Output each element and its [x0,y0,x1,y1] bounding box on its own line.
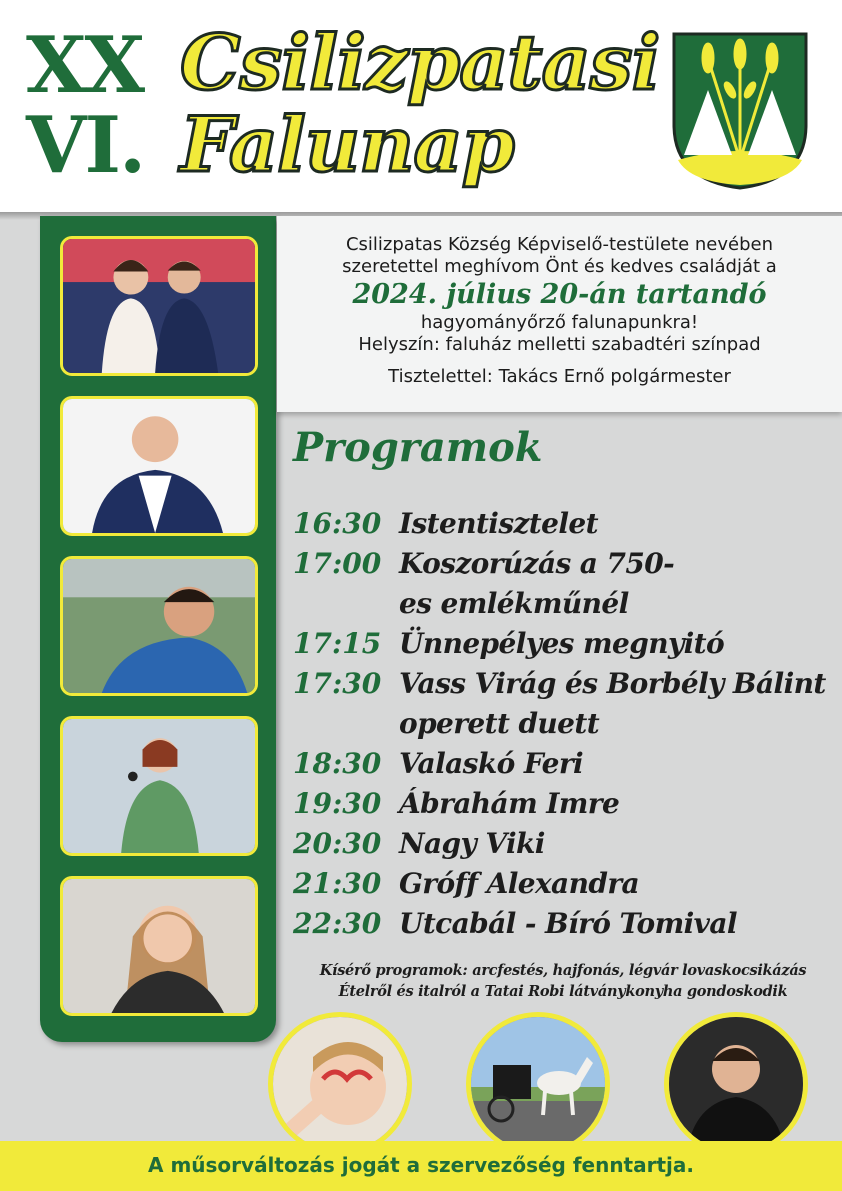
program-item [293,504,838,544]
program-title: Koszorúzás a 750-es emlékműnél [399,547,675,620]
program-title: Ünnepélyes megnyitó [399,627,725,660]
program-time: 22:30 [293,907,382,940]
program-time: 18:30 [293,747,382,780]
programs-heading: Programok [293,424,543,471]
program-item [293,864,838,904]
program-title: Nagy Viki [399,827,545,860]
wheat-coat-of-arms-icon [670,30,810,190]
venue: Helyszín: faluház melletti szabadtéri színpad [358,334,761,355]
program-title: Istentisztelet [399,507,598,540]
side-programs-line-2: Ételről és italról a Tatai Robi látványkonyha gondoskodik [338,983,788,1000]
program-item [293,624,838,664]
invite-line-2: szeretettel meghívom Önt és kedves családját a [342,256,777,277]
program-item [293,824,838,864]
event-title: Csilizpatasi Falunap [180,18,660,189]
program-time: 17:15 [293,627,382,660]
footer-notice: A műsorváltozás jogát a szervezőség fenntartja. [0,1141,842,1191]
program-title: Vass Virág és Borbély Bálint operett duett [399,667,826,740]
edition-number: XX VI. [26,20,145,191]
invitation-box [277,216,842,412]
program-time: 16:30 [293,507,382,540]
invite-line-1: Csilizpatas Község Képviselő-testülete nevében [345,234,774,255]
horse-carriage-photo [466,1012,610,1156]
duet-photo [60,236,258,376]
program-title: Ábrahám Imre [399,787,620,820]
program-item [293,784,838,824]
side-programs [284,960,842,1002]
face-painting-photo [268,1012,412,1156]
event-date: 2024. július 20-án tartandó [352,279,767,310]
signature: Tisztelettel: Takács Ernő polgármester [388,366,731,387]
program-item [293,544,838,624]
program-title: Gróff Alexandra [399,867,640,900]
program-item [293,664,838,744]
program-list [293,504,838,944]
program-time: 19:30 [293,787,382,820]
program-item [293,744,838,784]
program-item [293,904,838,944]
valasko-photo [60,396,258,536]
header [0,0,842,212]
program-time: 21:30 [293,867,382,900]
groff-photo [60,876,258,1016]
invite-line-3: hagyományőrző falunapunkra! [420,312,699,333]
program-time: 17:30 [293,667,382,700]
program-time: 17:00 [293,547,382,580]
nagy-viki-photo [60,716,258,856]
program-time: 20:30 [293,827,382,860]
chef-photo [664,1012,808,1156]
abraham-photo [60,556,258,696]
program-title: Valaskó Feri [399,747,584,780]
program-title: Utcabál - Bíró Tomival [399,907,737,940]
side-programs-line-1: Kísérő programok: arcfestés, hajfonás, légvár lovaskocsikázás [319,962,807,979]
